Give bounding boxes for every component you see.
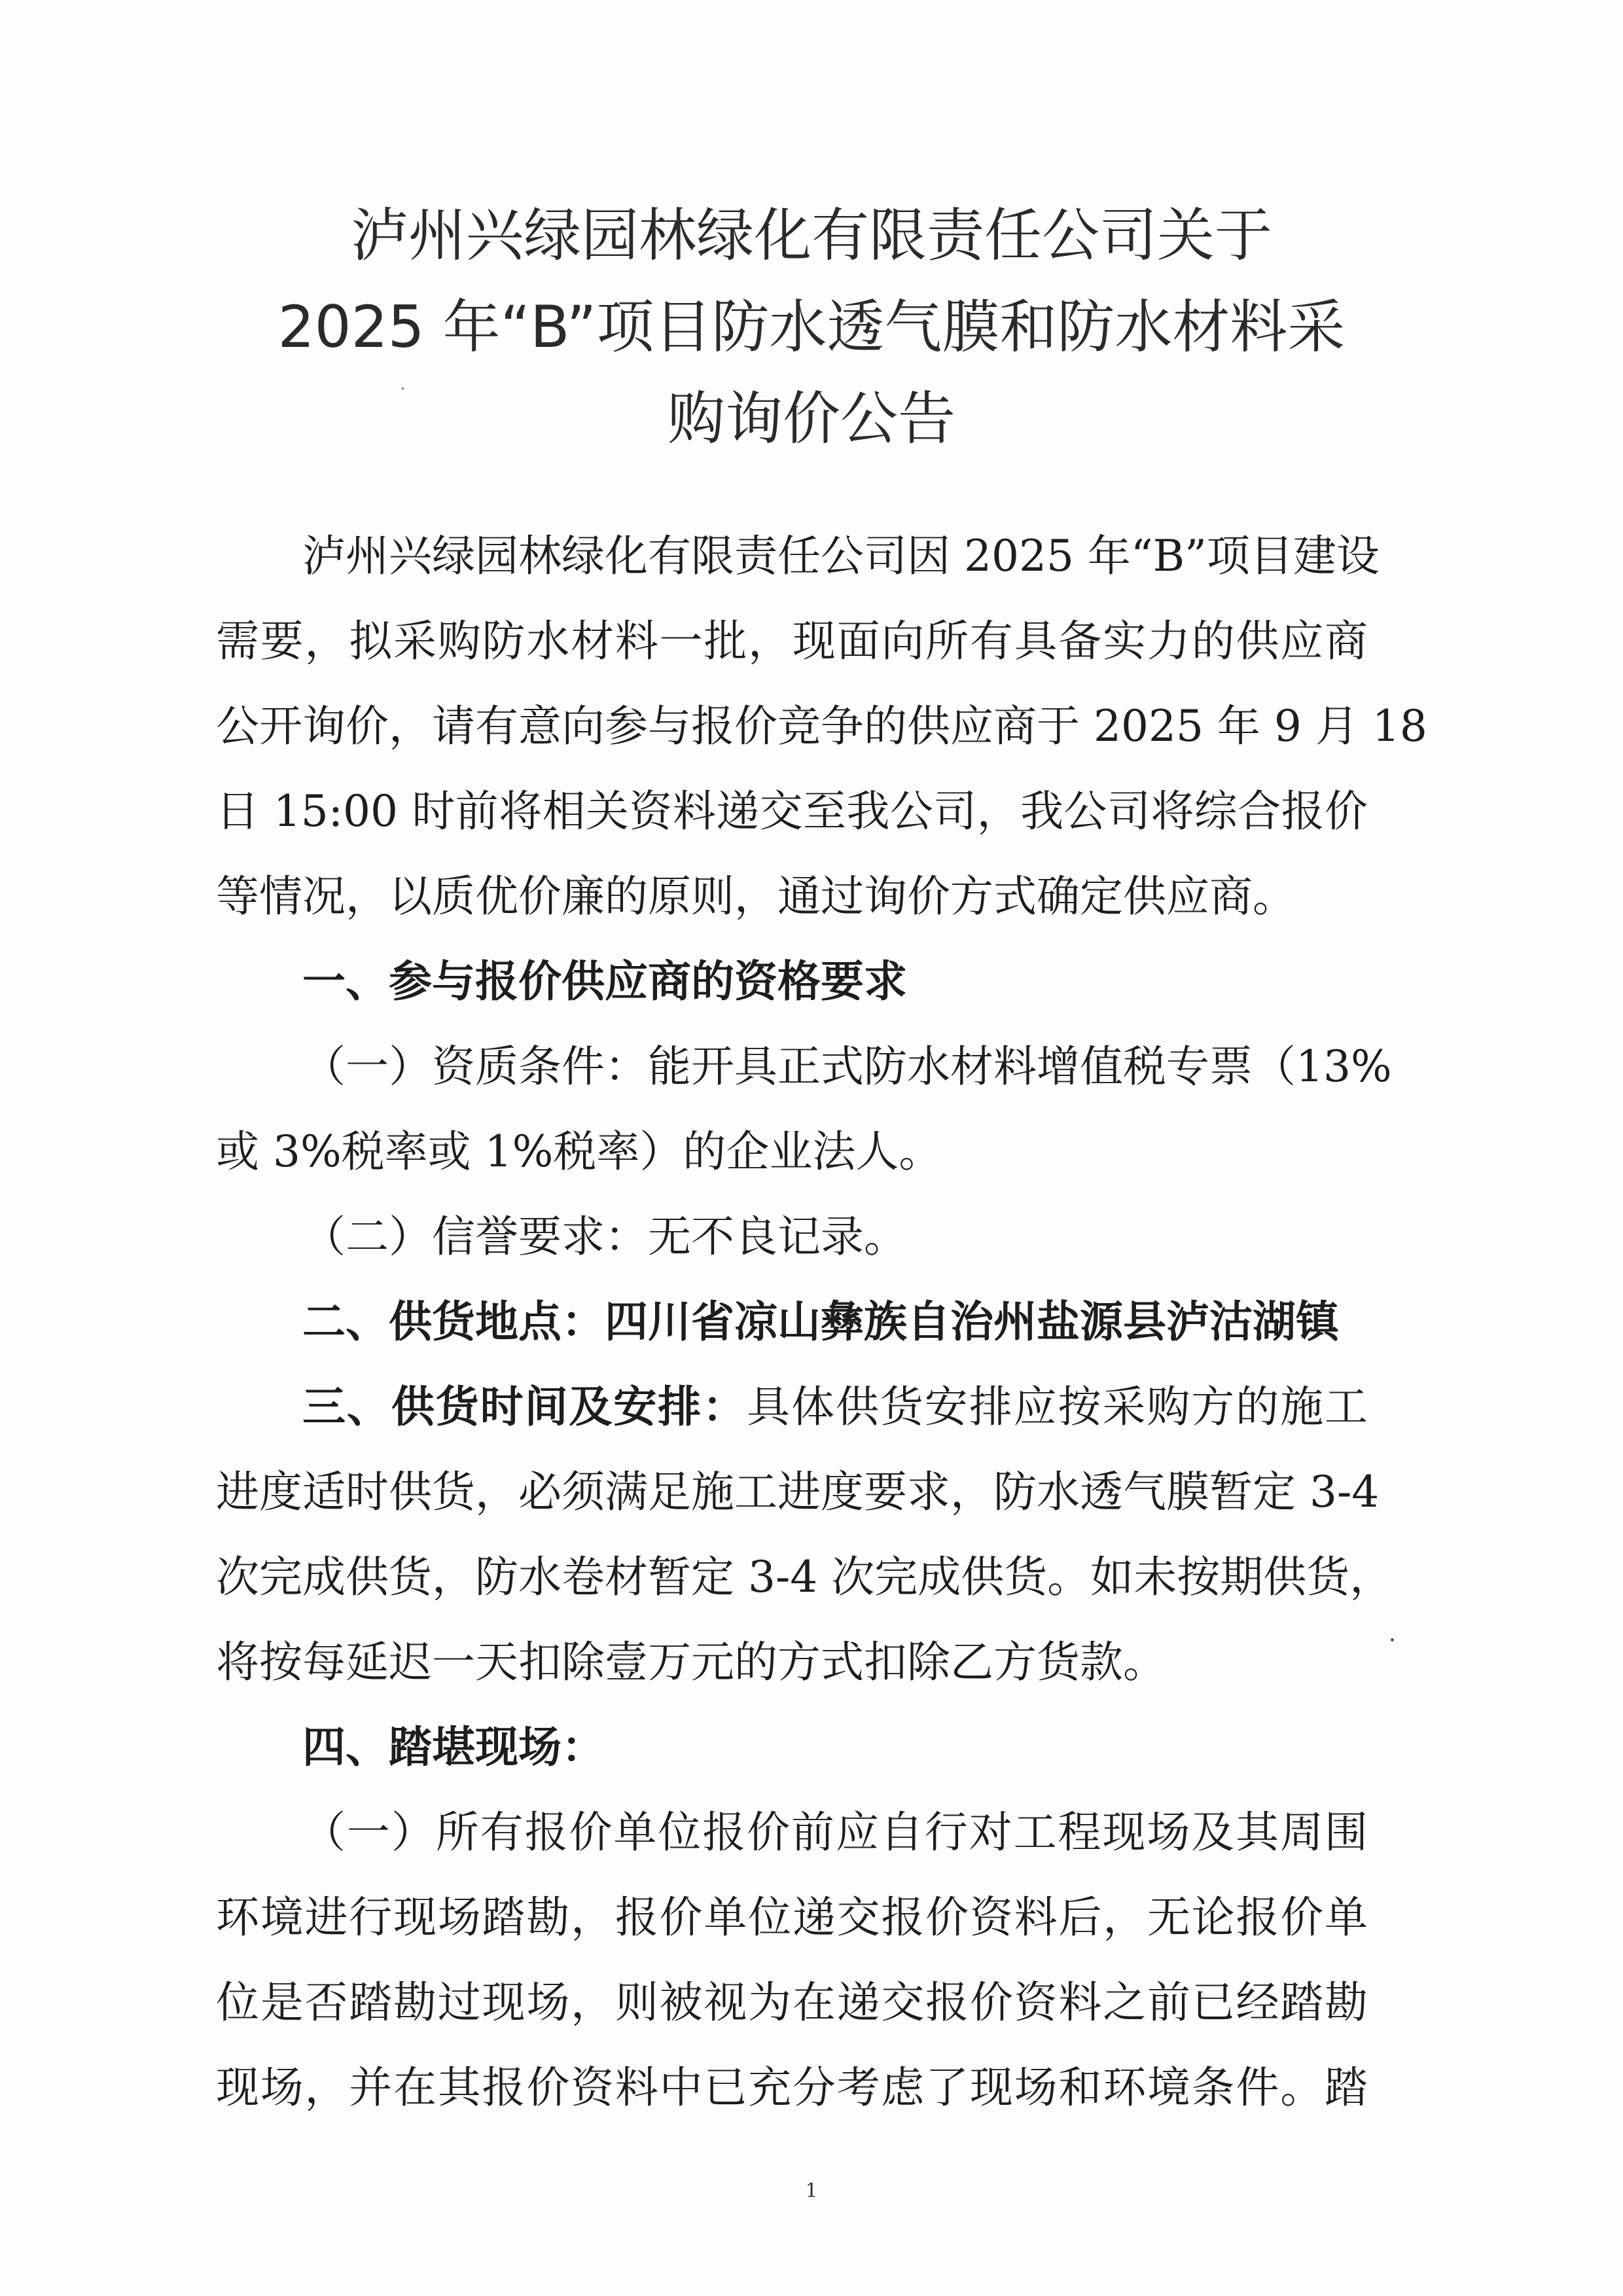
document-title <box>196 190 1427 465</box>
section4-heading: 四、踏堪现场： <box>302 1722 605 1772</box>
title-line-2: 2025 年“B”项目防水透气膜和防水材料采 <box>277 293 1346 361</box>
section1-item1-line-1: （一）资质条件：能开具正式防水材料增值税专票（13% <box>302 1041 1392 1092</box>
section3-line-1-text: 具体供货安排应按采购方的施工 <box>747 1382 1368 1432</box>
section4-item1-line-1: （一）所有报价单位报价前应自行对工程现场及其周围 <box>302 1807 1368 1857</box>
section1-heading: 一、参与报价供应商的资格要求 <box>302 956 907 1007</box>
section4-item1-line-2: 环境进行现场踏勘，报价单位递交报价资料后，无论报价单 <box>216 1892 1368 1943</box>
section1-item2: （二）信誉要求：无不良记录。 <box>302 1211 907 1262</box>
intro-line-3: 公开询价，请有意向参与报价竞争的供应商于 2025 年 9 月 18 <box>216 701 1427 751</box>
section4-item1-line-3: 位是否踏勘过现场，则被视为在递交报价资料之前已经踏勘 <box>216 1977 1368 2028</box>
section4-item1-line-4: 现场，并在其报价资料中已充分考虑了现场和环境条件。踏 <box>216 2062 1368 2113</box>
document-body <box>216 514 1427 2130</box>
scan-speck <box>1391 1638 1394 1641</box>
page-number: 1 <box>805 2179 818 2202</box>
intro-line-1: 泸州兴绿园林绿化有限责任公司因 2025 年“B”项目建设 <box>302 531 1380 581</box>
section1-item1-line-2: 或 3%税率或 1%税率）的企业法人。 <box>216 1126 942 1177</box>
intro-line-5: 等情况，以质优价廉的原则，通过询价方式确定供应商。 <box>216 871 1296 922</box>
section3-heading: 三、供货时间及安排： <box>302 1382 747 1432</box>
title-line-1: 泸州兴绿园林绿化有限责任公司关于 <box>350 202 1272 269</box>
section3-line-4: 将按每延迟一天扣除壹万元的方式扣除乙方货款。 <box>216 1637 1166 1687</box>
intro-line-2: 需要，拟采购防水材料一批，现面向所有具备实力的供应商 <box>216 616 1368 666</box>
intro-line-4: 日 15:00 时前将相关资料递交至我公司，我公司将综合报价 <box>216 786 1368 836</box>
section3-line-3: 次完成供货，防水卷材暂定 3-4 次完成供货。如未按期供货， <box>216 1552 1393 1602</box>
section2-heading: 二、供货地点：四川省凉山彝族自治州盐源县泸沽湖镇 <box>302 1297 1339 1347</box>
title-line-3: 购询价公告 <box>667 385 955 452</box>
section3-line-2: 进度适时供货，必须满足施工进度要求，防水透气膜暂定 3-4 <box>216 1467 1380 1517</box>
section3-line-1 <box>216 1365 1368 1450</box>
scan-speck <box>402 387 404 389</box>
